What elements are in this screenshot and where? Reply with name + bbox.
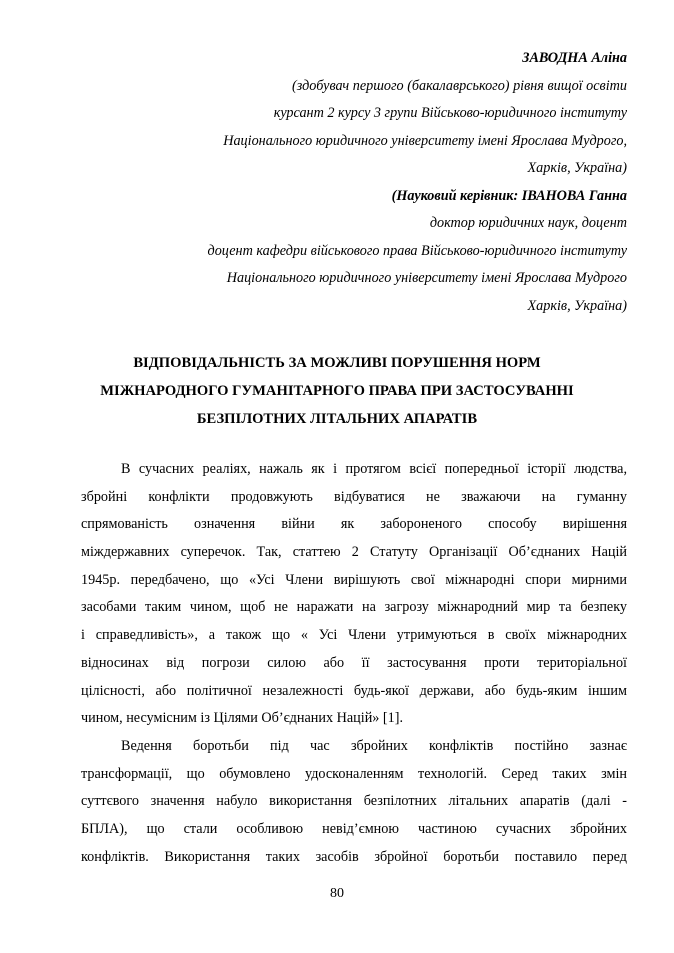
paragraph-1-line: і справедливість», а також що « Усі Члени утримуються в своїх міжнародних <box>81 627 627 644</box>
paragraph-2-line: трансформації, що обумовлено удосконаленням технологій. Серед таких змін <box>81 765 627 782</box>
title-line: ВІДПОВІДАЛЬНІСТЬ ЗА МОЖЛИВІ ПОРУШЕННЯ НОРМ <box>133 355 541 371</box>
supervisor-affiliation-line: Харків, Україна) <box>527 297 627 314</box>
body-text <box>81 458 627 873</box>
paragraph-1-line: цілісності, або політичної незалежності будь-якої держави, або будь-яким іншим <box>81 682 627 699</box>
paragraph-1-line: чином, несумісним із Цілями Об’єднаних Націй» [1]. <box>81 710 404 727</box>
author-affiliation-line: Національного юридичного університету імені Ярослава Мудрого, <box>223 132 627 149</box>
title-line: МІЖНАРОДНОГО ГУМАНІТАРНОГО ПРАВА ПРИ ЗАСТОСУВАННІ <box>100 383 574 399</box>
supervisor-affiliation-line: доктор юридичних наук, доцент <box>429 215 627 231</box>
paragraph-1-line: засобами таким чином, щоб не наражати на загрозу міжнародний мир та безпеку <box>81 599 627 616</box>
author-affiliation-line: курсант 2 курсу 3 групи Військово-юридичного інституту <box>273 105 627 121</box>
paragraph-1-line: В сучасних реаліях, нажаль як і протягом всієї попередньої історії людства, <box>121 461 627 477</box>
page-number: 80 <box>330 886 344 901</box>
paragraph-1-line: спрямованість означення війни як забороненого способу вирішення <box>81 516 627 533</box>
paragraph-1-line: 1945р. передбачено, що «Усі Члени вирішують свої міжнародні спори мирними <box>81 571 627 588</box>
paragraph-2-line: Ведення боротьби під час збройних конфліктів постійно зазнає <box>121 737 627 754</box>
paragraph-1-line: відносинах від погрози силою або її застосування проти територіальної <box>81 654 627 671</box>
author-affiliation-line: Харків, Україна) <box>527 160 627 176</box>
supervisor-affiliation-line: доцент кафедри військового права Військово-юридичного інституту <box>207 242 627 259</box>
paragraph-2-line: конфліктів. Використання таких засобів збройної боротьби поставило перед <box>81 848 627 865</box>
title-line: БЕЗПІЛОТНИХ ЛІТАЛЬНИХ АПАРАТІВ <box>196 411 478 427</box>
supervisor-heading: (Науковий керівник: ІВАНОВА Ганна <box>391 187 627 204</box>
author-affiliation-line: (здобувач першого (бакалаврського) рівня вищої освіти <box>292 77 627 94</box>
author-name: ЗАВОДНА Аліна <box>522 50 627 66</box>
paragraph-1-line: міждержавних суперечок. Так, статтею 2 Статуту Організації Об’єднаних Націй <box>81 544 627 561</box>
paper-title <box>60 349 614 433</box>
paragraph-2-line: суттєвого значення набуло використання безпілотних літальних апаратів (далі - <box>81 793 627 810</box>
paragraph-1-line: збройні конфлікти продовжують відбуватися не зважаючи на гуманну <box>81 488 627 505</box>
author-info-block <box>208 48 627 323</box>
supervisor-affiliation-line: Національного юридичного університету імені Ярослава Мудрого <box>226 270 627 286</box>
paragraph-2-line: БПЛА), що стали особливою невід’ємною частиною сучасних збройних <box>81 820 627 837</box>
